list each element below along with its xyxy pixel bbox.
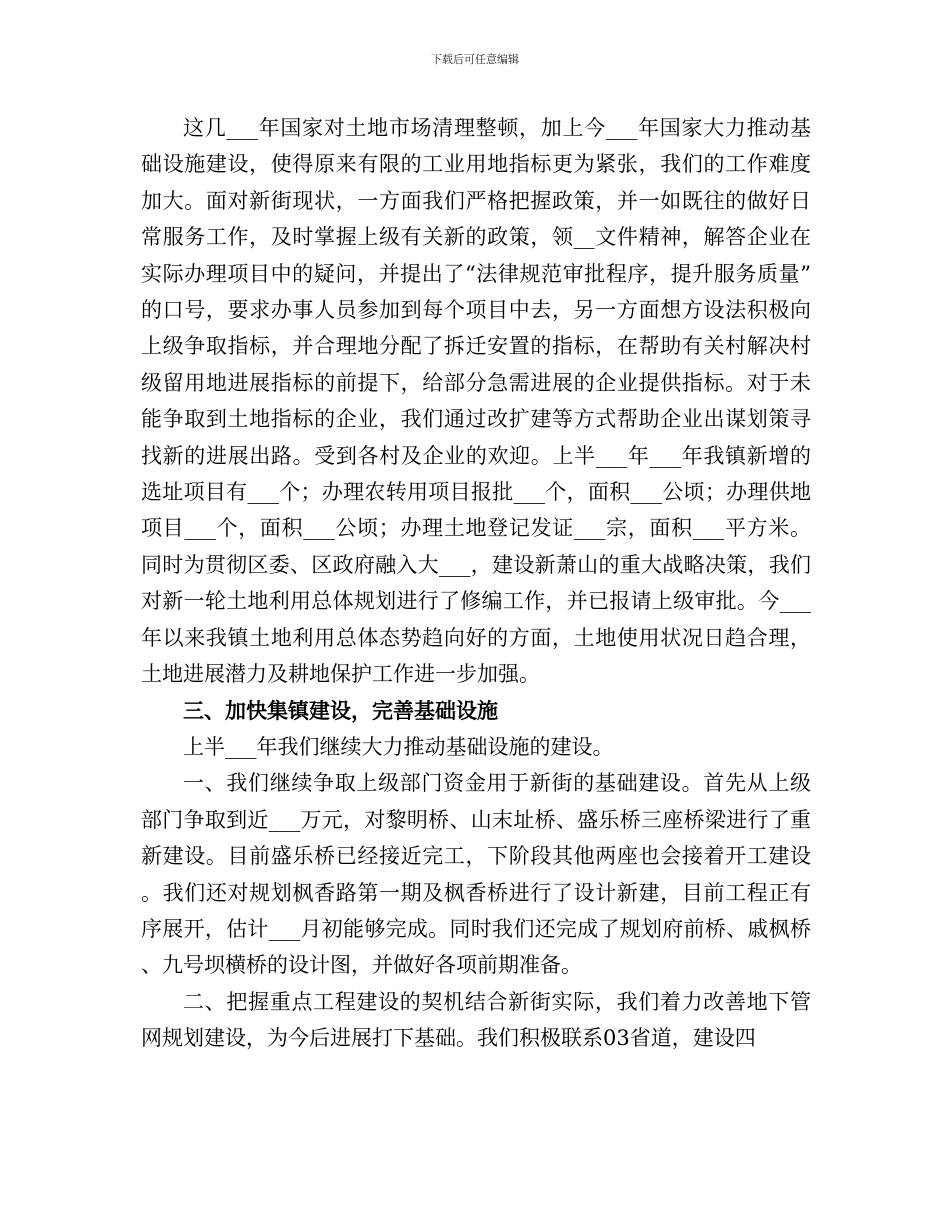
paragraph-item-two: 二、把握重点工程建设的契机结合新街实际，我们着力改善地下管网规划建设，为今后进展打下基础。我们积极联系03省道，建设四 (141, 989, 811, 1051)
section-heading: 三、加快集镇建设，完善基础设施 (183, 697, 498, 723)
document-body (141, 110, 811, 1057)
paragraph-item-one: 一、我们继续争取上级部门资金用于新街的基础建设。首先从上级部门争取到近___万元，对黎明桥、山末址桥、盛乐桥三座桥梁进行了重新建设。目前盛乐桥已经接近完工，下阶段其他两座也会接着开工建设。我们还对规划枫香路第一期及枫香桥进行了设计新建，目前工程正有序展开，估计___月初能够完成。同时我们还完成了规划府前桥、戚枫桥、九号坝横桥的设计图，并做好各项前期准备。 (141, 771, 811, 978)
paragraph-intro: 上半___年我们继续大力推动基础设施的建设。 (183, 734, 614, 759)
page-header: 下载后可任意编辑 (431, 53, 519, 66)
paragraph-land-management: 这几___年国家对土地市场清理整顿，加上今___年国家大力推动基础设施建设，使得原来有限的工业用地指标更为紧张，我们的工作难度加大。面对新街现状，一方面我们严格把握政策，并一如既往的做好日常服务工作，及时掌握上级有关新的政策，领__文件精神，解答企业在实际办理项目中的疑问，并提出了“法律规范审批程序，提升服务质量”的口号，要求办事人员参加到每个项目中去，另一方面想方设法积极向上级争取指标，并合理地分配了拆迁安置的指标，在帮助有关村解决村级留用地进展指标的前提下，给部分急需进展的企业提供指标。对于未能争取到土地指标的企业，我们通过改扩建等方式帮助企业出谋划策寻找新的进展出路。受到各村及企业的欢迎。上半___年___年我镇新增的选址项目有___个；办理农转用项目报批___个，面积___公顷；办理供地项目___个，面积___公顷；办理土地登记发证___宗，面积___平方米。同时为贯彻区委、区政府融入大___，建设新萧山的重大战略决策，我们对新一轮土地利用总体规划进行了修编工作，并已报请上级审批。今___年以来我镇土地利用总体态势趋向好的方面，土地使用状况日趋合理，土地进展潜力及耕地保护工作进一步加强。 (141, 116, 811, 687)
